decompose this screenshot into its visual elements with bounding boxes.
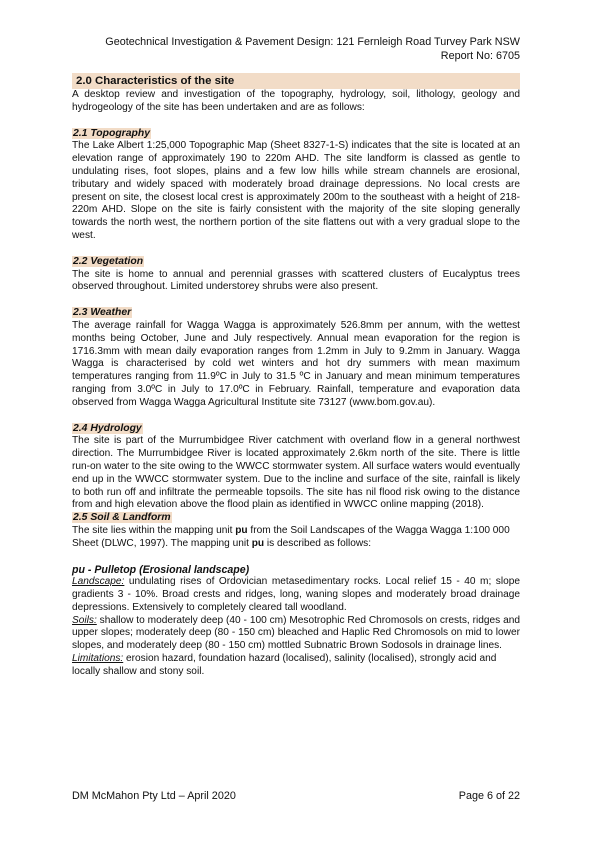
weather-heading: 2.3 Weather [73, 307, 132, 319]
soil-unit-title: pu - Pulletop (Erosional landscape) [72, 563, 250, 576]
soils-paragraph: Soils: shallow to moderately deep (40 - 100 cm) Mesotrophic Red Chromosols on crests, ridges and upper slopes; moderately deep (80 - 150 cm) bleached and Haplic Red Chromosols on mid to lower slopes, and moderately deep (80 - 150 cm) mottled Subnatric Brown Sodosols in drainage lines. [72, 614, 520, 652]
header-report-number: Report No: 6705 [440, 50, 520, 62]
hydrology-heading: 2.4 Hydrology [73, 422, 142, 434]
page-body [72, 73, 520, 679]
mapping-unit-code: pu [235, 524, 248, 536]
limitations-label: Limitations: [72, 653, 124, 665]
weather-text: The average rainfall for Wagga Wagga is approximately 526.8mm per annum, with the wettest months being October, June and July respectively. Annual mean evaporation for the region is 1716.3mm with mean daily evaporation ranges from 1.2mm in July to 9.2mm in January. Wagga Wagga is characterised by cold wet winters and hot dry summers with mean maximum temperatures ranging from 11.9ºC in July to 31.5 ºC in January and mean minimum temperatures ranging from 3.0ºC in July to 17.0ºC in February. Rainfall, temperature and evaporation data observed from Wagga Wagga Agricultural Institute site 73127 (www.bom.gov.au). [72, 319, 520, 408]
vegetation-text: The site is home to annual and perennial grasses with scattered clusters of Eucalyptus trees observed throughout. Limited understorey shrubs were also present. [72, 268, 520, 293]
section-intro: A desktop review and investigation of the topography, hydrology, soil, lithology, geology and hydrogeology of the site has been undertaken and are as follows: [72, 89, 520, 113]
header-title: Geotechnical Investigation & Pavement Design: 121 Fernleigh Road Turvey Park NSW [105, 36, 520, 48]
soil-heading: 2.5 Soil & Landform [73, 512, 171, 524]
mapping-unit-code-2: pu [251, 537, 265, 549]
vegetation-heading: 2.2 Vegetation [73, 255, 144, 267]
footer-company: DM McMahon Pty Ltd – April 2020 [72, 790, 236, 802]
hydrology-text: The site is part of the Murrumbidgee River catchment with overland flow in a general northwest direction. The Murrumbidgee River is located approximately 2.6km north of the site. There is little run-on water to the site owing to the WWCC stormwater system. All surface waters would eventually end up in the WWCC stormwater system. Due to the incline and surface of the site, rainfall is likely to both run off and infiltrate the permeable topsoils. The site has nil flood risk owing to the distance from and high elevation above the flood plain as identified in WWCC online mapping (2018). [72, 435, 520, 511]
topography-heading: 2.1 Topography [73, 127, 150, 139]
soil-intro: The site lies within the mapping unit pu from the Soil Landscapes of the Wagga Wagga 1:100 000 Sheet (DLWC, 1997). The mapping unit pu is described as follows: [72, 524, 510, 549]
limitations-paragraph: Limitations: erosion hazard, foundation hazard (localised), salinity (localised), strongly acid and locally shallow and stony soil. [72, 653, 497, 677]
soils-label: Soils: [72, 614, 97, 626]
footer-page-number: Page 6 of 22 [458, 790, 520, 802]
topography-text: The Lake Albert 1:25,000 Topographic Map (Sheet 8327-1-S) indicates that the site is located at an elevation range of approximately 190 to 220m AHD. The site landform is classed as gentle to undulating rises, foot slopes, plains and a few low hills while stream channels are erosional, tributary and widely spaced with moderately broad drainage depressions. No local crests are present on site, the closest local crest is approximately 200m to the southeast with a height of 218-220m AHD. Slope on the site is fairly consistent with the majority of the site sloping generally towards the north west, the northern portion of the site flattens out with a very gradual slope to the west. [72, 140, 520, 241]
landscape-label: Landscape: [72, 576, 125, 588]
page-header [105, 35, 520, 63]
section-heading: 2.0 Characteristics of the site [72, 73, 520, 89]
landscape-paragraph: Landscape: undulating rises of Ordovician metasedimentary rocks. Local relief 15 - 40 m; slope gradients 3 - 10%. Broad crests and ridges, long, waning slopes and moderately broad drainage depressions. Extensively to completely cleared tall woodland. [72, 576, 520, 613]
